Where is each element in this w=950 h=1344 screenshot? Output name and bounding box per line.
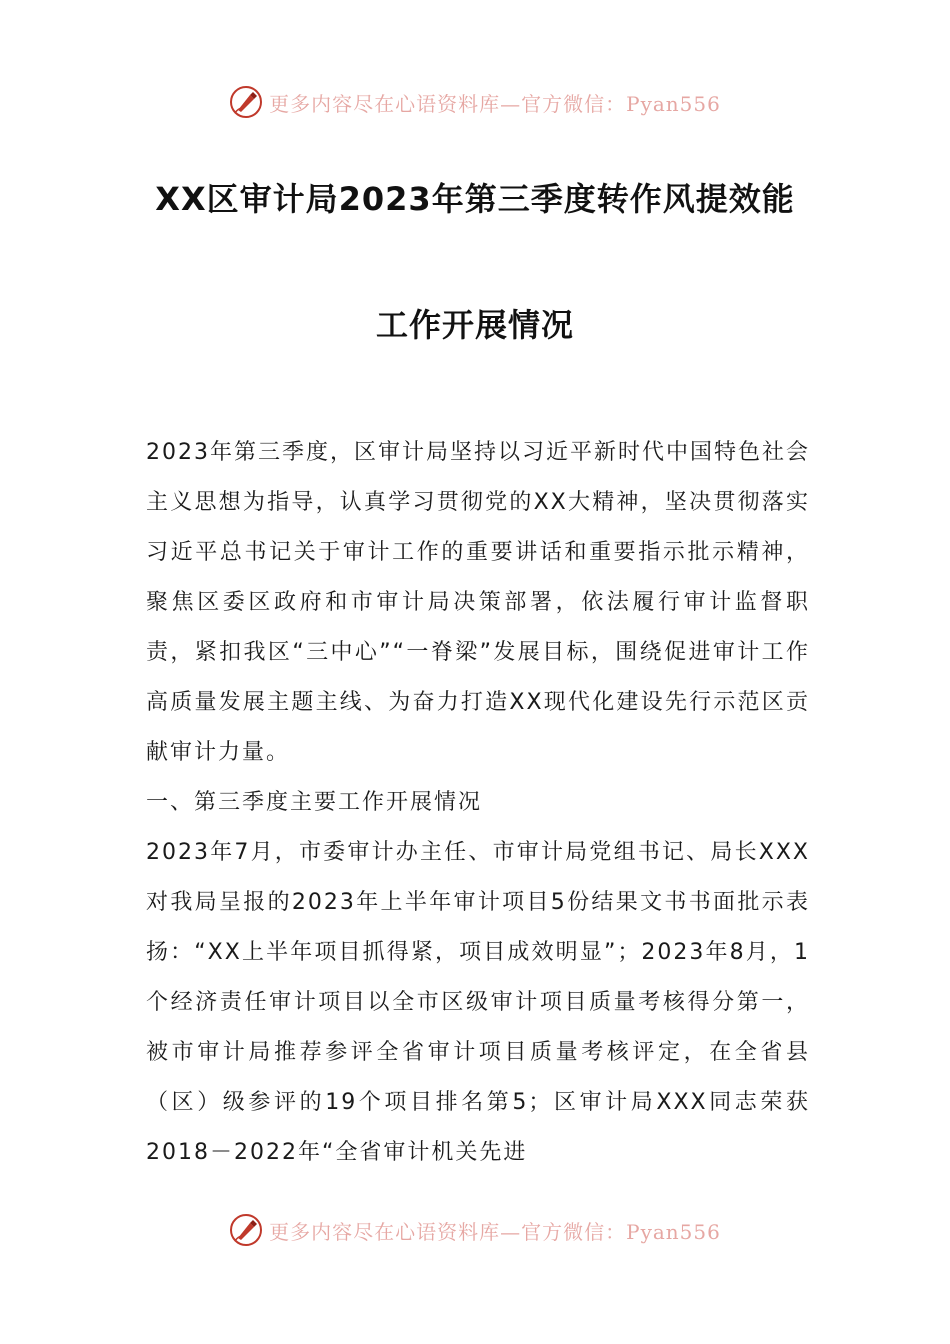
document-title-line-1: XX区审计局2023年第三季度转作风提效能	[155, 180, 795, 218]
body-paragraph-achievements: 2023年7月，市委审计办主任、市审计局党组书记、局长XXX对我局呈报的2023年上半年审计项目5份结果文书书面批示表扬：“XX上半年项目抓得紧，项目成效明显”；2023年8月，1个经济责任审计项目以全市区级审计项目质量考核得分第一，被市审计局推荐参评全省审计项目质量考核评定，在全省县（区）级参评的19个项目排名第5；区审计局XXX同志荣获2018－2022年“全省审计机关先进	[146, 840, 810, 1165]
document-body	[146, 428, 810, 1178]
pen-nib-logo-icon	[229, 85, 263, 119]
document-title-line-2: 工作开展情况	[375, 306, 574, 344]
body-paragraph-intro: 2023年第三季度，区审计局坚持以习近平新时代中国特色社会主义思想为指导，认真学习贯彻党的XX大精神，坚决贯彻落实习近平总书记关于审计工作的重要讲话和重要指示批示精神，聚焦区委区政府和市审计局决策部署，依法履行审计监督职责，紧扣我区“三中心”“一脊梁”发展目标，围绕促进审计工作高质量发展主题主线、为奋力打造XX现代化建设先行示范区贡献审计力量。	[146, 440, 810, 765]
footer-watermark	[0, 1210, 950, 1250]
section-heading: 一、第三季度主要工作开展情况	[146, 790, 483, 815]
pen-nib-logo-icon	[229, 1213, 263, 1247]
watermark-text: 更多内容尽在心语资料库—官方微信：Pyan556	[269, 91, 721, 116]
watermark-text: 更多内容尽在心语资料库—官方微信：Pyan556	[269, 1219, 721, 1244]
header-watermark	[0, 82, 950, 122]
